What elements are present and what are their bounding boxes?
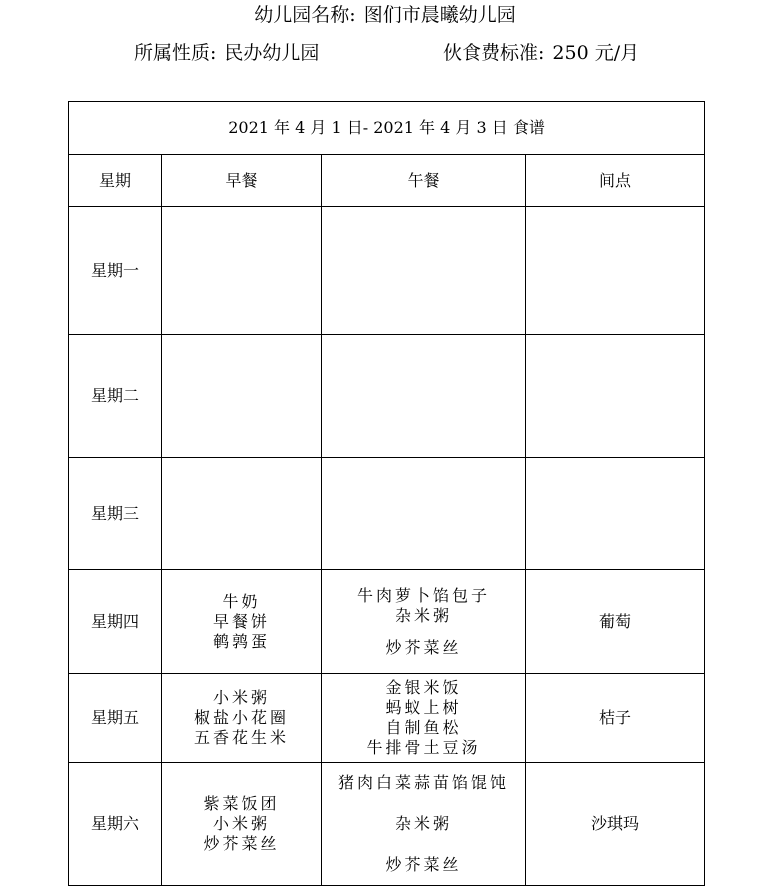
- breakfast-cell: [162, 335, 322, 458]
- header-day: 星期: [69, 155, 162, 207]
- dish-item: 自制鱼松: [385, 718, 462, 737]
- kindergarten-name-line: [0, 2, 770, 28]
- breakfast-cell: [162, 763, 322, 886]
- snack-cell: [526, 458, 705, 570]
- dish-item: 猪肉白菜蒜苗馅馄饨: [337, 773, 509, 792]
- day-cell: 星期六: [69, 763, 162, 886]
- fee-field: [443, 40, 639, 66]
- lunch-cell: [322, 207, 526, 335]
- dish-item: 炒芥菜丝: [385, 855, 462, 874]
- table-row: [69, 570, 705, 674]
- dish-item: 五香花生米: [193, 728, 289, 747]
- breakfast-cell: [162, 458, 322, 570]
- dish-item: 牛排骨土豆汤: [366, 738, 481, 757]
- dish-item: 炒芥菜丝: [385, 637, 462, 657]
- kindergarten-name-label: 幼儿园名称:: [254, 4, 356, 26]
- lunch-cell: [322, 570, 526, 674]
- dish-item: 椒盐小花圈: [193, 708, 289, 727]
- snack-cell: 桔子: [526, 674, 705, 763]
- table-title-row: [69, 102, 705, 155]
- table-row: [69, 207, 705, 335]
- dish-item: 金银米饭: [385, 678, 462, 697]
- table-title: 2021 年 4 月 1 日- 2021 年 4 月 3 日 食谱: [69, 102, 705, 155]
- dish-item: 蚂蚁上树: [385, 698, 462, 717]
- dish-item: 紫菜饭团: [203, 794, 280, 813]
- day-cell: 星期二: [69, 335, 162, 458]
- nature-field: [134, 40, 319, 66]
- table-row: [69, 763, 705, 886]
- dish-item: 早餐饼: [212, 611, 270, 631]
- day-cell: 星期一: [69, 207, 162, 335]
- dish-item: 牛肉萝卜馅包子: [356, 585, 490, 605]
- dish-item: 鹌鹑蛋: [212, 631, 270, 651]
- dish-item: 牛奶: [222, 591, 261, 611]
- dish-item: 炒芥菜丝: [203, 834, 280, 853]
- dish-item: 小米粥: [212, 688, 270, 707]
- fee-label: 伙食费标准:: [443, 42, 545, 64]
- header-snack: 间点: [526, 155, 705, 207]
- day-cell: 星期三: [69, 458, 162, 570]
- table-row: [69, 335, 705, 458]
- table-row: [69, 458, 705, 570]
- nature-label: 所属性质:: [134, 42, 217, 64]
- breakfast-cell: [162, 674, 322, 763]
- table-row: [69, 674, 705, 763]
- info-line: [0, 40, 770, 66]
- header-lunch: 午餐: [322, 155, 526, 207]
- nature-value: 民办幼儿园: [224, 42, 320, 64]
- dish-item: 小米粥: [212, 814, 270, 833]
- breakfast-cell: [162, 570, 322, 674]
- lunch-cell: [322, 674, 526, 763]
- fee-value: 250 元/月: [552, 42, 640, 64]
- kindergarten-name-value: 图们市晨曦幼儿园: [363, 4, 516, 26]
- lunch-cell: [322, 458, 526, 570]
- snack-cell: 葡萄: [526, 570, 705, 674]
- snack-cell: [526, 335, 705, 458]
- day-cell: 星期四: [69, 570, 162, 674]
- menu-table: [68, 101, 705, 886]
- snack-cell: 沙琪玛: [526, 763, 705, 886]
- lunch-cell: [322, 335, 526, 458]
- lunch-cell: [322, 763, 526, 886]
- snack-cell: [526, 207, 705, 335]
- table-header-row: [69, 155, 705, 207]
- header-breakfast: 早餐: [162, 155, 322, 207]
- dish-item: 杂米粥: [394, 605, 452, 625]
- breakfast-cell: [162, 207, 322, 335]
- day-cell: 星期五: [69, 674, 162, 763]
- dish-item: 杂米粥: [394, 814, 452, 833]
